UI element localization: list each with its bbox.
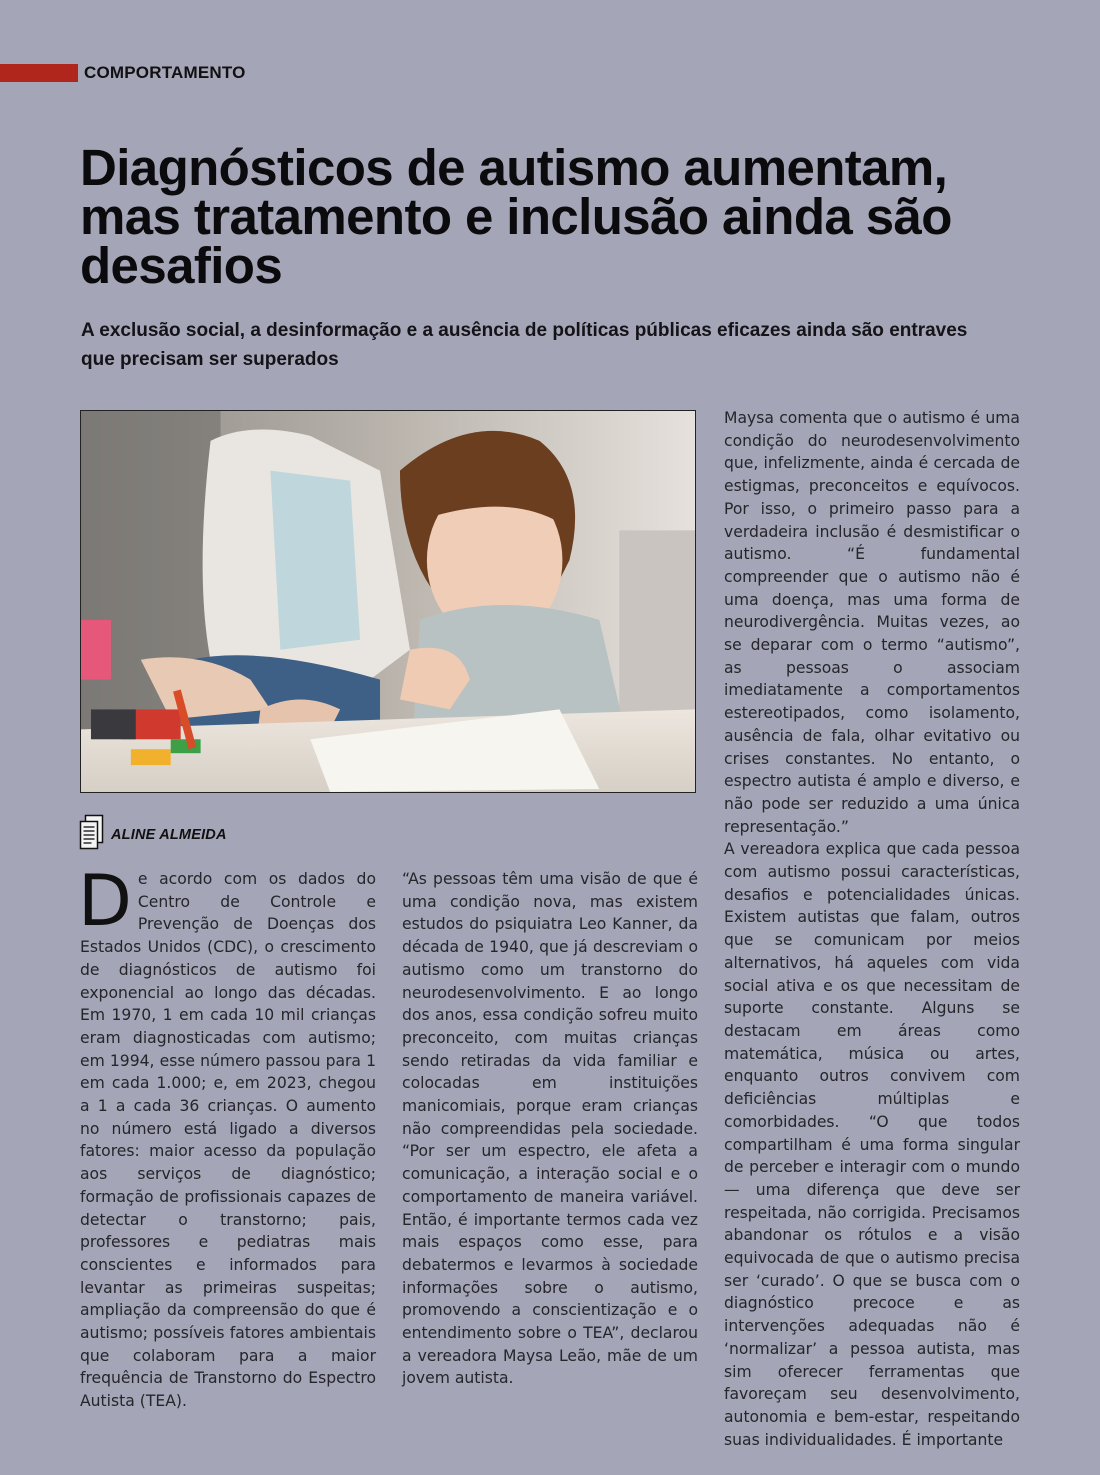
article-column-1 xyxy=(78,860,376,1413)
paragraph-text: e acordo com os dados do Centro de Controle e Prevenção de Doenças dos Estados Unidos (CDC), o crescimento de diagnósticos de autismo foi exponencial ao longo das décadas. Em 1970, 1 em cada 10 mil crianças eram diagnosticadas com autismo; em 1994, esse número passou para 1 em cada 1.000; e, em 2023, chegou a 1 a cada 36 crianças. O aumento no número está ligado a diversos fatores: maior acesso da população aos serviços de diagnóstico; formação de profissionais capazes de detectar o transtorno; pais, professores e pediatras mais conscientes e informados para levantar as primeiras suspeitas; ampliação da compreensão do que é autismo; possíveis fatores ambientais que colaboram para a maior frequência de Transtorno do Espectro Autista (TEA). xyxy=(80,870,376,1411)
byline xyxy=(79,816,227,854)
article-photo xyxy=(80,410,696,793)
drop-cap: D xyxy=(78,860,132,942)
subheadline: A exclusão social, a desinformação e a ausência de políticas públicas eficazes ainda são entraves que precisam ser superados xyxy=(81,320,968,370)
article-paragraph xyxy=(78,860,376,1413)
author-name: ALINE ALMEIDA xyxy=(111,827,227,843)
section-label: COMPORTAMENTO xyxy=(84,63,246,82)
article-paragraph: Maysa comenta que o autismo é uma condição do neurodesenvolvimento que, infelizmente, ainda é cercada de estigmas, preconceitos e equívocos. Por isso, o primeiro passo para a verdadeira inclusão é desmistificar o autismo. “É fundamental compreender que o autismo não é uma doença, mas uma forma de neurodivergência. Muitas vezes, ao se deparar com o termo “autismo”, as pessoas o associam imediatamente a comportamentos estereotipados, como isolamento, ausência de fala, olhar evitativo ou crises constantes. No entanto, o espectro autista é amplo e diverso, e não pode ser reduzido a uma única representação.” xyxy=(724,409,1020,836)
document-icon xyxy=(79,814,105,856)
section-accent-bar xyxy=(0,64,78,82)
article-column-2 xyxy=(402,868,698,1390)
article-paragraph: “As pessoas têm uma visão de que é uma condição nova, mas existem estudos do psiquiatra Leo Kanner, da década de 1940, que já descreviam o autismo como um transtorno do neurodesenvolvimento. E ao longo dos anos, essa condição sofreu muito preconceito, com muitas crianças sendo retiradas da vida familiar e colocadas em instituições manicomiais, porque eram crianças não compreendidas pela sociedade. “Por ser um espectro, ele afeta a comunicação, a interação social e o comportamento de maneira variável. Então, é importante termos cada vez mais espaços como esse, para debatermos e levarmos à sociedade informações sobre o autismo, promovendo a conscientização e o entendimento sobre o TEA”, declarou a vereadora Maysa Leão, mãe de um jovem autista. xyxy=(402,870,698,1388)
article-paragraph: A vereadora explica que cada pessoa com autismo possui características, desafios e potencialidades únicas. Existem autistas que falam, outros que se comunicam por meios alternativos, há aqueles com vida social ativa e os que necessitam de suporte constante. Alguns se destacam em áreas como matemática, música ou artes, enquanto outros convivem com deficiências múltiplas e comorbidades. “O que todos compartilham é uma forma singular de perceber e interagir com o mundo — uma diferença que deve ser respeitada, não corrigida. Precisamos abandonar os rótulos e a visão equivocada de que o autismo precisa ser ‘curado’. O que se busca com o diagnóstico precoce e as intervenções adequadas não é ‘normalizar’ a pessoa autista, mas sim oferecer ferramentas que favoreçam seu desenvolvimento, autonomia e bem-estar, respeitando suas individualidades. É importante xyxy=(724,840,1020,1449)
headline: Diagnósticos de autismo aumentam, mas tratamento e inclusão ainda são desafios xyxy=(80,139,952,294)
article-column-3 xyxy=(724,407,1020,1451)
